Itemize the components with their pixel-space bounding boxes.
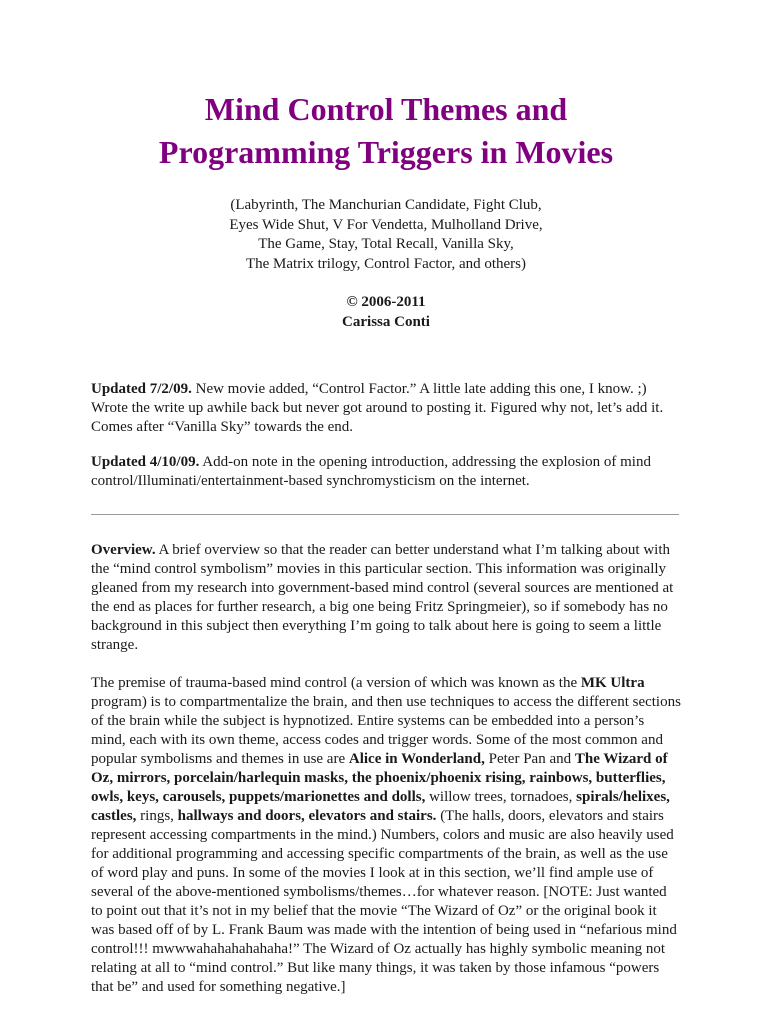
copyright-years: © 2006-2011 — [346, 294, 426, 310]
premise-bold-2: Alice in Wonderland, — [348, 751, 485, 767]
premise-text-2: program) is to compartmentalize the brain, and then use techniques to access the different sections of the brain while the subject is hypnotized. Entire systems can be embedded into a person’s mind, each with its own theme, access codes and trigger words. Some of the most common and popular symbolisms and themes in use are — [91, 694, 681, 767]
overview-text: A brief overview so that the reader can better understand what I’m talking about with the “mind control symbolism” movies in this particular section. This information was originally gleaned from my research into government-based mind control (several sources are mentioned at the end as places for further research, a big one being Fritz Springmeier), so if somebody has no background in this subject then everything I’m going to talk about here is going to seem a little strange. — [91, 542, 674, 653]
document-page — [91, 88, 681, 997]
premise-bold-4: spirals/helixes, castles, — [91, 789, 670, 824]
overview-label: Overview. — [91, 542, 156, 558]
copyright-block — [91, 293, 681, 332]
title-line-1: Mind Control Themes and — [204, 91, 568, 127]
author-name: Carissa Conti — [342, 313, 430, 330]
update-note-2 — [91, 453, 681, 491]
subtitle-line-1: (Labyrinth, The Manchurian Candidate, Fight Club, — [230, 197, 542, 213]
update-text-2: Add-on note in the opening introduction, addressing the explosion of mind control/Illuminati/entertainment-based synchromysticism on the internet. — [91, 454, 651, 489]
update-note-1 — [91, 380, 681, 437]
title-line-2: Programming Triggers in Movies — [158, 134, 614, 170]
horizontal-divider — [91, 514, 679, 515]
premise-bold-3: The Wizard of Oz, mirrors, porcelain/harlequin masks, the phoenix/phoenix rising, rainbows, butterflies, owls, keys, carousels, puppets/marionettes and dolls, — [91, 751, 668, 805]
movie-list-subtitle — [91, 196, 681, 274]
update-label-2: Updated 4/10/09. — [91, 454, 200, 470]
premise-text-5: rings, — [136, 808, 178, 824]
subtitle-line-2: Eyes Wide Shut, V For Vendetta, Mulholland Drive, — [229, 216, 543, 233]
premise-text-1: The premise of trauma-based mind control (a version of which was known as the — [91, 675, 581, 691]
update-label-1: Updated 7/2/09. — [91, 381, 192, 397]
premise-bold-5: hallways and doors, elevators and stairs. — [177, 808, 437, 824]
overview-paragraph — [91, 541, 681, 655]
premise-text-4: willow trees, tornadoes, — [425, 789, 577, 805]
premise-bold-1: MK Ultra — [580, 675, 645, 691]
document-title — [91, 88, 681, 174]
premise-text-3: Peter Pan and — [484, 751, 575, 767]
subtitle-line-4: The Matrix trilogy, Control Factor, and others) — [245, 255, 527, 272]
update-text-1: New movie added, “Control Factor.” A little late adding this one, I know. ;) Wrote the write up awhile back but never got around to posting it. Figured why not, let’s add it. Comes after “Vanilla Sky” towards the end. — [91, 381, 664, 435]
premise-paragraph — [91, 674, 681, 997]
premise-text-6: (The halls, doors, elevators and stairs represent accessing compartments in the mind.) Numbers, colors and music are also heavily used for additional programming and accessing specific compartments of the brain, as well as the use of word play and puns. In some of the movies I look at in this section, we’ll find ample use of several of the above-mentioned symbolisms/themes…for whatever reason. [NOTE: Just wanted to point out that it’s not in my belief that the movie “The Wizard of Oz” or the original book it was based off of by L. Frank Baum was made with the intention of being used in “nefarious mind control!!! mwwwahahahahahaha!” The Wizard of Oz actually has highly symbolic meaning not relating at all to “mind control.” But like many things, it was taken by those infamous “powers that be” and used for something negative.] — [91, 808, 677, 995]
subtitle-line-3: The Game, Stay, Total Recall, Vanilla Sky, — [258, 236, 514, 252]
